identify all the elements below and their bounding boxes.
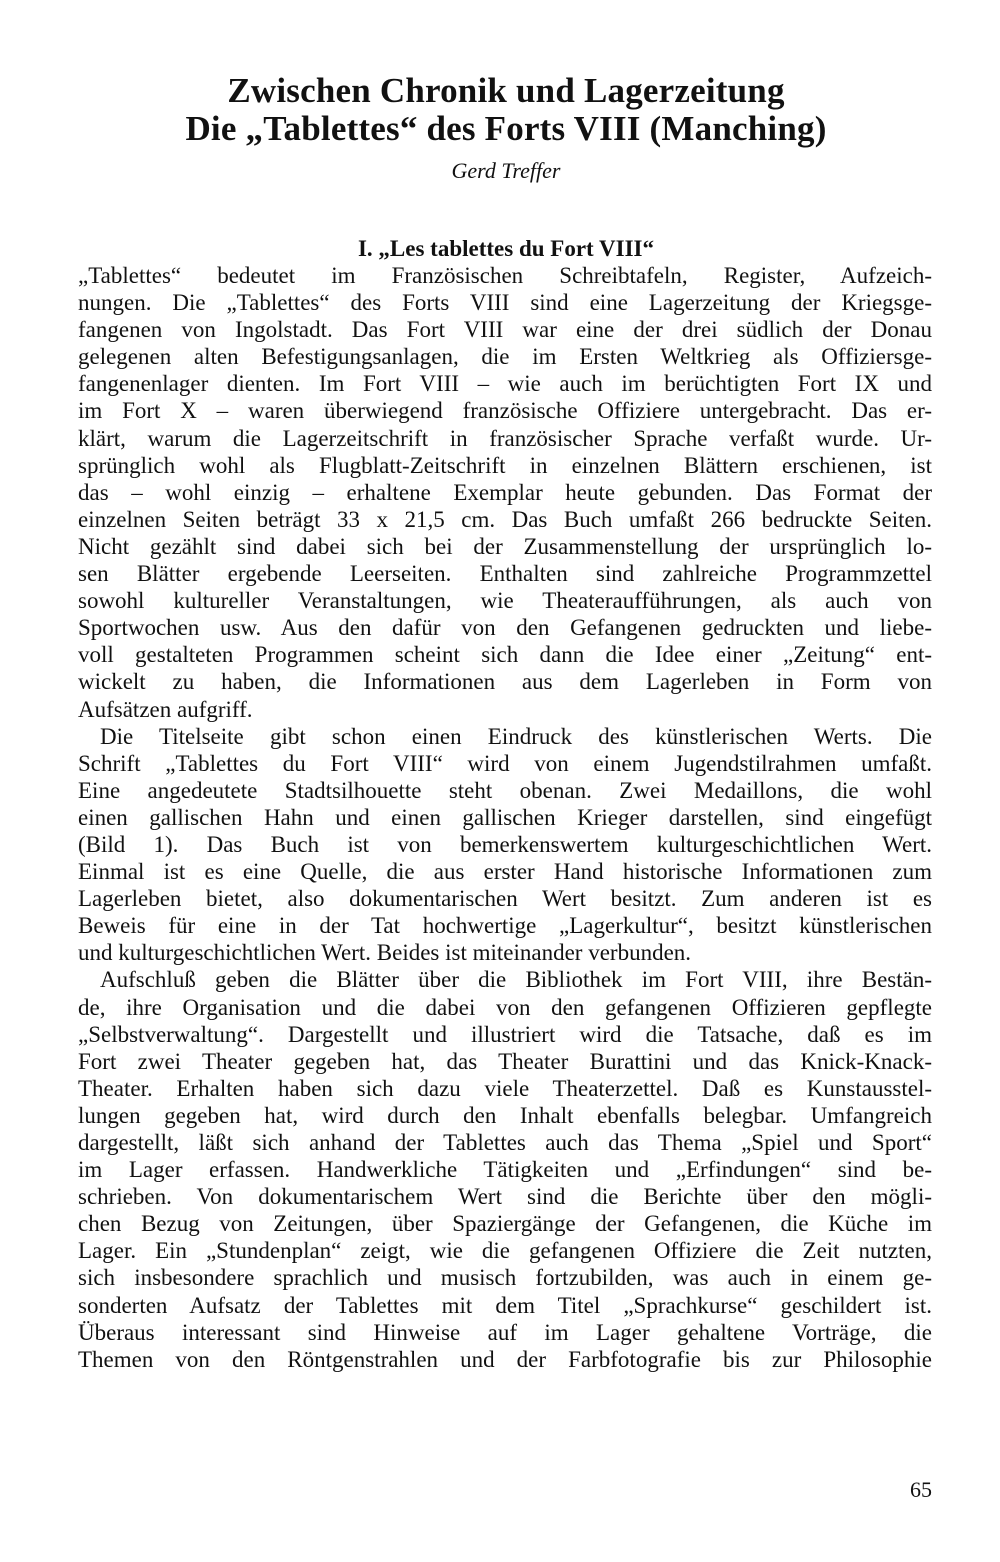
text-line: sen Blätter ergebende Leerseiten. Enthalten sind zahlreiche Programmzettel (78, 561, 932, 587)
text-line: und kulturgeschichtlichen Wert. Beides ist miteinander verbunden. (78, 940, 692, 966)
text-line: dargestellt, läßt sich anhand der Tablettes auch das Thema „Spiel und Sport“ (78, 1130, 932, 1155)
text-line: Aufschluß geben die Blätter über die Bibliothek im Fort VIII, ihre Bestän- (100, 967, 932, 993)
text-line: Themen von den Röntgenstrahlen und der Farbfotografie bis zur Philosophie (78, 1346, 932, 1372)
text-line: Beweis für eine in der Tat hochwertige „Lagerkultur“, besitzt künstlerischen (78, 913, 932, 939)
text-line: das – wohl einzig – erhaltene Exemplar heute gebunden. Das Format der (78, 479, 932, 505)
text-line: „Selbstverwaltung“. Dargestellt und illustriert wird die Tatsache, daß es im (78, 1021, 932, 1047)
article-title: Zwischen Chronik und Lagerzeitung (227, 71, 785, 110)
text-line: (Bild 1). Das Buch ist von bemerkenswertem kulturgeschichtlichen Wert. (78, 831, 932, 857)
text-line: sich insbesondere sprachlich und musisch fortzubilden, was auch in einem ge- (78, 1265, 932, 1291)
text-line: Fort zwei Theater gegeben hat, das Theater Burattini und das Knick-Knack- (78, 1048, 932, 1074)
text-line: einzelnen Seiten beträgt 33 x 21,5 cm. Das Buch umfaßt 266 bedruckte Seiten. (78, 506, 932, 532)
text-line: Die Titelseite gibt schon einen Eindruck des künstlerischen Werts. Die (100, 723, 932, 749)
text-line: sonderten Aufsatz der Tablettes mit dem Titel „Sprachkurse“ geschildert ist. (78, 1292, 932, 1318)
text-line: einen gallischen Hahn und einen gallischen Krieger darstellen, sind eingefügt (78, 804, 932, 830)
title-block (80, 72, 932, 186)
text-line: Lagerleben bietet, also dokumentarischen Wert besitzt. Zum anderen ist es (78, 886, 932, 912)
text-line: sowohl kultureller Veranstaltungen, wie Theateraufführungen, als auch von (78, 588, 932, 614)
text-line: nungen. Die „Tablettes“ des Forts VIII sind eine Lagerzeitung der Kriegsge- (78, 290, 932, 316)
text-line: gelegenen alten Befestigungsanlagen, die im Ersten Weltkrieg als Offiziersge- (78, 344, 932, 370)
text-line: lungen gegeben hat, wird durch den Inhalt ebenfalls belegbar. Umfangreich (78, 1102, 932, 1128)
text-line: klärt, warum die Lagerzeitschrift in französischer Sprache verfaßt wurde. Ur- (78, 425, 932, 451)
text-line: Einmal ist es eine Quelle, die aus erster Hand historische Informationen zum (78, 859, 932, 885)
text-line: sprünglich wohl als Flugblatt-Zeitschrift in einzelnen Blättern erschienen, ist (78, 452, 932, 478)
text-line: chen Bezug von Zeitungen, über Spaziergänge der Gefangenen, die Küche im (78, 1211, 932, 1237)
text-line: wickelt zu haben, die Informationen aus dem Lagerleben in Form von (78, 669, 932, 695)
author-name: Gerd Treffer (451, 158, 561, 183)
text-line: Eine angedeutete Stadtsilhouette steht obenan. Zwei Medaillons, die wohl (78, 777, 932, 803)
text-line: im Lager erfassen. Handwerkliche Tätigkeiten und „Erfindungen“ sind be- (78, 1157, 932, 1183)
text-line: de, ihre Organisation und die dabei von den gefangenen Offizieren gepflegte (78, 994, 932, 1020)
page-number: 65 (910, 1477, 932, 1502)
text-line: Lager. Ein „Stundenplan“ zeigt, wie die gefangenen Offiziere die Zeit nutzten, (78, 1238, 932, 1264)
text-line: Nicht gezählt sind dabei sich bei der Zusammenstellung der ursprünglich lo- (78, 533, 932, 559)
text-line: Sportwochen usw. Aus den dafür von den Gefangenen gedruckten und liebe- (78, 615, 932, 641)
text-line: im Fort X – waren überwiegend französische Offiziere untergebracht. Das er- (78, 398, 932, 424)
article-subtitle: Die „Tablettes“ des Forts VIII (Manching) (185, 109, 827, 148)
text-line: Schrift „Tablettes du Fort VIII“ wird von einem Jugendstilrahmen umfaßt. (78, 750, 932, 776)
text-line: Aufsätzen aufgriff. (78, 696, 253, 722)
text-line: schrieben. Von dokumentarischem Wert sind die Berichte über den mögli- (78, 1184, 932, 1210)
body-text (78, 262, 932, 1373)
text-line: fangenen von Ingolstadt. Das Fort VIII war eine der drei südlich der Donau (78, 317, 932, 343)
text-line: Überaus interessant sind Hinweise auf im Lager gehaltene Vorträge, die (78, 1319, 932, 1345)
section-heading: I. „Les tablettes du Fort VIII“ (357, 236, 655, 261)
text-line: „Tablettes“ bedeutet im Französischen Schreibtafeln, Register, Aufzeich- (78, 263, 932, 288)
text-line: Theater. Erhalten haben sich dazu viele Theaterzettel. Daß es Kunstausstel- (78, 1075, 932, 1101)
text-line: fangenenlager dienten. Im Fort VIII – wie auch im berüchtigten Fort IX und (78, 371, 932, 397)
text-line: voll gestalteten Programmen scheint sich dann die Idee einer „Zeitung“ ent- (78, 642, 932, 668)
